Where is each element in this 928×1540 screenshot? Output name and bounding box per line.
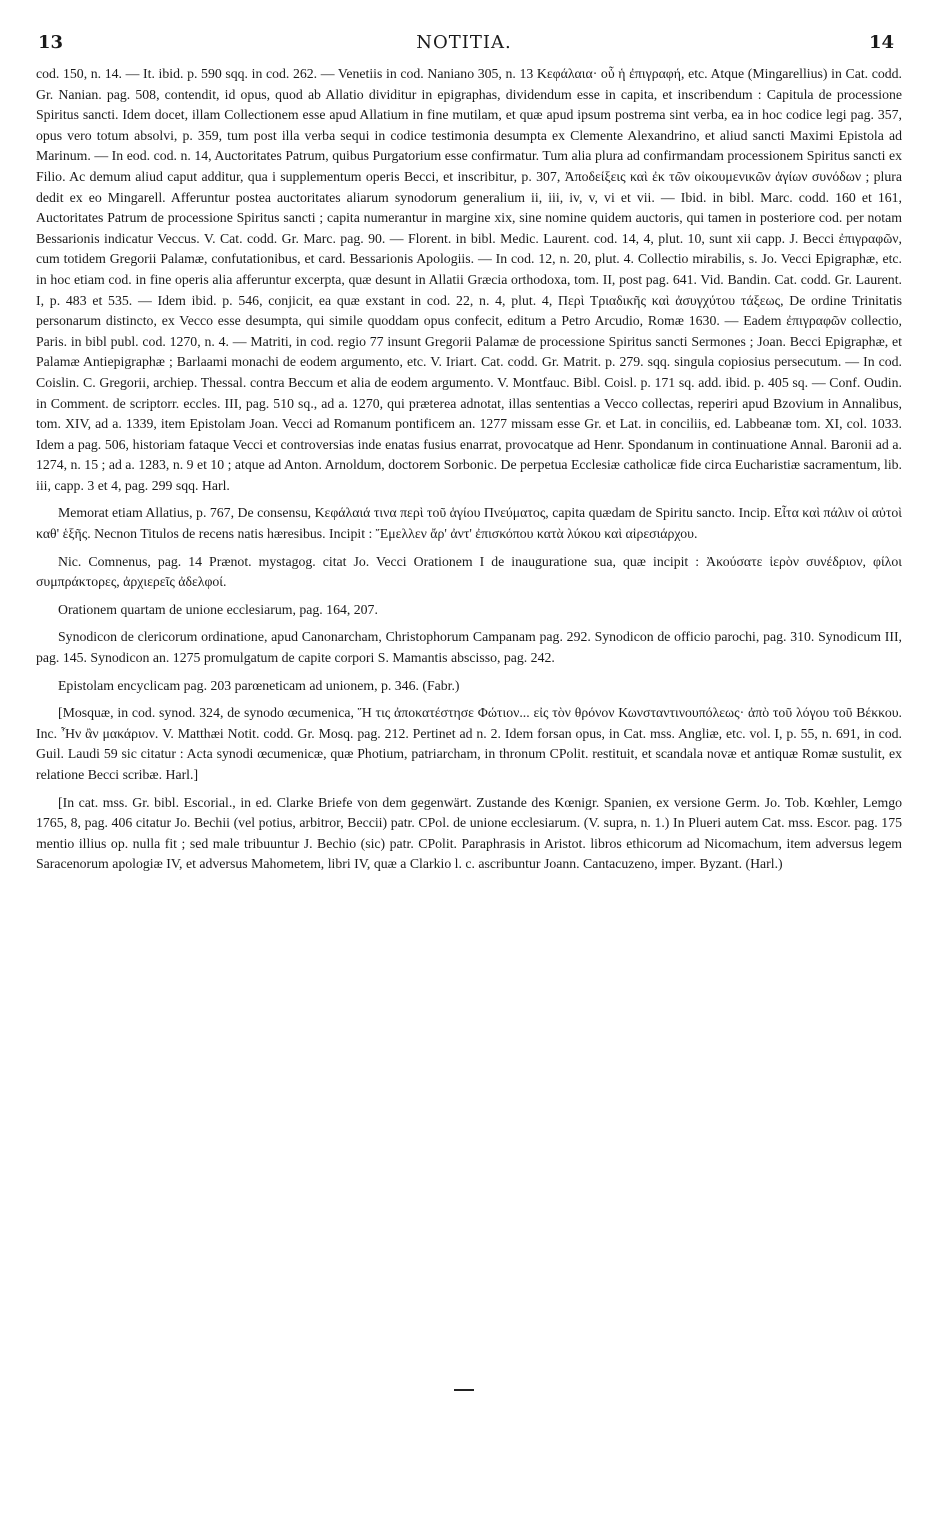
page-number-right: 14 [868, 32, 894, 53]
paragraph-mosquae: [Mosquæ, in cod. synod. 324, de synodo œcumenica, Ἥ τις ἀποκατέστησε Φώτιον... εἰς τὸν θρόνον Κωνσταντινουπόλεως· ἀπὸ τοῦ λόγου τοῦ Βέκκου. Inc. Ἦν ἂν μακάριον. V. Matthæi Notit. codd. Gr. Mosq. pag. 212. Pertinet ad n. 2. Idem forsan opus, in Cat. mss. Angliæ, etc. vol. I, p. 55, n. 691, in cod. Guil. Laudi 59 sic citatur : Acta synodi œcumenicæ, quæ Photium, patriarcham, in thronum CPolit. restituit, et scandala novæ et antiquæ Romæ sustulit, ex relatione Becci scribæ. Harl.] [36, 705, 902, 782]
paragraph-comnenus: Nic. Comnenus, pag. 14 Prænot. mystagog. citat Jo. Vecci Orationem I de inauguratione sua, quæ incipit : Ἀκούσατε ἱερὸν συνέδριον, φίλοι συμπράκτορες, ἀρχιερεῖς ἀδελφοί. [36, 553, 902, 590]
paragraph-synodicon: Synodicon de clericorum ordinatione, apud Canonarcham, Christophorum Campanam pag. 292. Synodicon de officio parochi, pag. 310. Synodicum III, pag. 145. Synodicon an. 1275 promulgatum de capite corpori S. Mamantis abscisso, pag. 242. [36, 629, 902, 666]
running-title: NOTITIA. [416, 32, 512, 53]
paragraph-orationem: Orationem quartam de unione ecclesiarum, pag. 164, 207. [58, 601, 378, 617]
text-body [36, 64, 902, 875]
paragraph-allatius: Memorat etiam Allatius, p. 767, De consensu, Κεφάλαιά τινα περὶ τοῦ ἁγίου Πνεύματος, capita quædam de Spiritu sancto. Incip. Εἶτα καὶ πάλιν οἱ αὐτοὶ καθ' ἑξῆς. Necnon Titulos de recens natis hæresibus. Incipit : Ἔμελλεν ἄρ' ἀντ' ἐπισκόπου κατὰ λύκου καὶ αἱρεσιάρχου. [36, 505, 902, 542]
page-header [30, 32, 898, 60]
paragraph-escorial: [In cat. mss. Gr. bibl. Escorial., in ed. Clarke Briefe von dem gegenwärt. Zustande des Kœnigr. Spanien, ex versione Germ. Jo. Tob. Kœhler, Lemgo 1765, 8, pag. 406 citatur Jo. Bechii (vel potius, arbitror, Beccii) patr. CPol. de unione ecclesiarum. (V. supra, n. 1.) In Plueri autem Cat. mss. Escor. pag. 175 mentio illius op. nulla fit ; sed male tribuuntur J. Bechio (sic) patr. CPolit. Paraphrasis in Aristot. libros ethicorum ad Nicomachum, item adversus legem Saracenorum apologiæ IV, et adversus Mahometem, libri IV, quæ a Clarkio l. c. ascribuntur Joann. Cantacuzeno, imper. Byzant. (Harl.) [36, 794, 902, 872]
paragraph-codices: cod. 150, n. 14. — It. ibid. p. 590 sqq. in cod. 262. — Venetiis in cod. Naniano 305, n. 13 Κεφάλαια· οὗ ἡ ἐπιγραφή, etc. Atque (Mingarellius) in Cat. codd. Gr. Nanian. pag. 508, contendit, id opus, quod ab Allatio dividitur in epigraphas, dividendum esse in capita, et inscribendum : Capitula de processione Spiritus sancti. Idem docet, illam Collectionem esse apud Allatium in fine mutilam, et quæ apud ipsum postrema sint verba, ea in hoc codice legi pag. 357, opus vero totum absolvi, p. 359, tum post illa verba sequi in codice testimonia desumpta ex Clemente Alexandrino, et aliud sancti Maximi Epistola ad Marinum. — In eod. cod. n. 14, Auctoritates Patrum, quibus Purgatorium esse confirmatur. Tum alia plura ad confirmandam processionem Spiritus sancti ex Filio. Ac demum aliud caput additur, qua i supplementum operis Becci, et inscribitur, p. 307, Ἀποδείξεις καὶ ἐκ τῶν οἰκουμενικῶν ἁγίων συνόδων ; plura dedit ex eo Mingarell. Afferuntur postea auctoritates aliarum synodorum generalium ii, iii, iv, v, vi et vii. — Ibid. in bibl. Marc. codd. 160 et 161, Auctoritates Patrum de processione Spiritus sancti ; capita numerantur in margine xix, sine nomine quidem auctoris, qui tamen in posteriore cod. per notam Bessarionis indicatur Veccus. V. Cat. codd. Gr. Marc. pag. 90. — Florent. in bibl. Medic. Laurent. cod. 14, 4, plut. 10, sunt xii capp. J. Becci ἐπιγραφῶν, cum totidem Gregorii Palamæ, confutationibus, et card. Bessarionis Apologiis. — In cod. 12, n. 20, plut. 4. Collectio mirabilis, s. Jo. Vecci Epigraphæ, etc. in hoc etiam cod. in fine operis alia afferuntur excerpta, quæ desunt in Allatii Græcia orthodoxa, tom. II, post pag. 641. Vid. Bandin. Cat. codd. Gr. Laurent. I, p. 483 et 535. — Idem ibid. p. 546, conjicit, ea quæ exstant in cod. 22, n. 4, plut. 4, Περὶ Τριαδικῆς καὶ ἀσυγχύτου τάξεως, De ordine Trinitatis personarum distincto, ex Vecco esse desumpta, qui simile quoddam opus confecit, editum a Petro Arcudio, Romæ 1630. — Eadem ἐπιγραφῶν collectio, Paris. in bibl publ. cod. 1270, n. 4. — Matriti, in cod. regio 77 insunt Gregorii Palamæ de processione Spiritus sancti Sermones ; Joan. Becci Epigraphæ, et Palamæ Antiepigraphæ ; Barlaami monachi de eodem argumento, etc. V. Iriart. Cat. codd. Gr. Matrit. p. 279. sqq. singula copiosius persecutum. — In cod. Coislin. C. Gregorii, archiep. Thessal. contra Beccum et alia de eodem argumento. V. Montfauc. Bibl. Coisl. p. 171 sq. add. ibid. p. 405 sq. — Conf. Oudin. in Comment. de scriptorr. eccles. III, pag. 510 sq., ad a. 1270, qui præterea adnotat, illas sententias a Vecco collectas, reperiri apud Bzovium in Annalibus, tom. XIV, ad a. 1339, item Epistolam Joan. Vecci ad Romanum pontificem an. 1277 missam esse Gr. et Lat. in conciliis, ed. Labbeanæ tom. XI, col. 1033. Idem a pag. 506, historiam fataque Vecci et controversias inde enatas fusius enarrat, provocatque ad Henr. Spondanum in continuatione Annal. Baronii ad a. 1274, n. 15 ; ad a. 1283, n. 9 et 10 ; atque ad Anton. Arnoldum, doctorem Sorbonic. De perpetua Ecclesiæ catholicæ fide circa Eucharistiæ sacramentum, lib. iii, capp. 3 et 4, pag. 299 sqq. Harl. [36, 66, 902, 493]
paragraph-epistolam: Epistolam encyclicam pag. 203 parœneticam ad unionem, p. 346. (Fabr.) [58, 677, 460, 693]
end-rule [454, 1389, 474, 1391]
page-number-left: 13 [38, 32, 64, 53]
